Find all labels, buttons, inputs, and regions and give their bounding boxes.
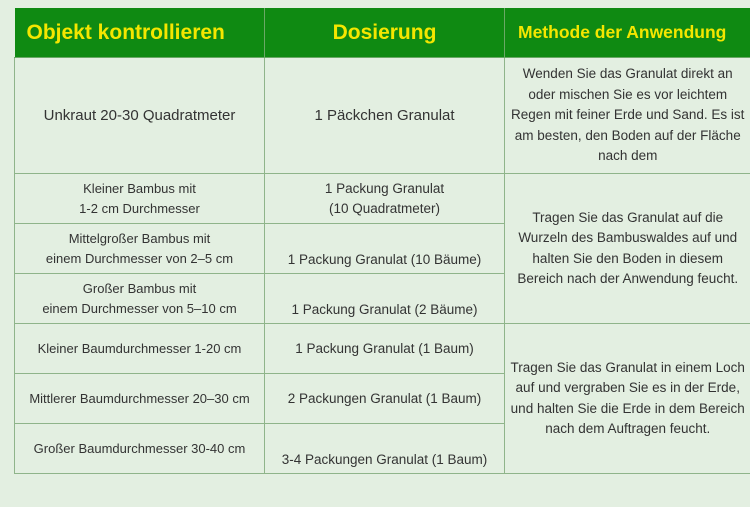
method-cell: Tragen Sie das Granulat in einem Loch auf und vergraben Sie es in der Erde, und halten Sie die Erde in dem Bereich nach dem Auftragen feucht. bbox=[505, 324, 750, 474]
table-row bbox=[15, 58, 750, 174]
object-cell bbox=[15, 174, 265, 224]
object-cell bbox=[15, 274, 265, 324]
object-line: Großer Bambus mit bbox=[82, 280, 197, 296]
dosage-cell: 3-4 Packungen Granulat (1 Baum) bbox=[265, 424, 505, 474]
header-dosage: Dosierung bbox=[265, 8, 505, 58]
dosage-cell bbox=[265, 174, 505, 224]
object-cell bbox=[15, 224, 265, 274]
table-row bbox=[15, 174, 750, 224]
dosage-cell: 2 Packungen Granulat (1 Baum) bbox=[265, 374, 505, 424]
dosage-cell: 1 Packung Granulat (1 Baum) bbox=[265, 324, 505, 374]
dosage-cell: 1 Packung Granulat (2 Bäume) bbox=[265, 274, 505, 324]
method-cell: Wenden Sie das Granulat direkt an oder mischen Sie es vor leichtem Regen mit feiner Erde und Sand. Es ist am besten, den Boden auf der Fläche nach dem bbox=[505, 58, 750, 174]
object-line: Mittelgroßer Bambus mit bbox=[68, 230, 211, 246]
object-cell: Unkraut 20-30 Quadratmeter bbox=[15, 58, 265, 174]
dosage-line: (10 Quadratmeter) bbox=[328, 200, 441, 216]
header-method: Methode der Anwendung bbox=[505, 8, 750, 58]
dosage-cell: 1 Päckchen Granulat bbox=[265, 58, 505, 174]
header-row bbox=[15, 8, 750, 58]
dosage-line: 1 Packung Granulat bbox=[324, 180, 445, 196]
object-line: einem Durchmesser von 5–10 cm bbox=[42, 300, 237, 316]
object-cell: Kleiner Baumdurchmesser 1-20 cm bbox=[15, 324, 265, 374]
method-cell: Tragen Sie das Granulat auf die Wurzeln des Bambuswaldes auf und halten Sie den Boden in diesem Bereich nach der Anwendung feucht. bbox=[505, 174, 750, 324]
object-cell: Großer Baumdurchmesser 30-40 cm bbox=[15, 424, 265, 474]
dosing-table bbox=[14, 8, 750, 474]
dosage-cell: 1 Packung Granulat (10 Bäume) bbox=[265, 224, 505, 274]
object-cell: Mittlerer Baumdurchmesser 20–30 cm bbox=[15, 374, 265, 424]
header-object: Objekt kontrollieren bbox=[15, 8, 265, 58]
object-line: Kleiner Bambus mit bbox=[83, 180, 196, 196]
object-line: einem Durchmesser von 2–5 cm bbox=[45, 250, 234, 266]
object-line: 1-2 cm Durchmesser bbox=[79, 200, 200, 216]
table-row bbox=[15, 324, 750, 374]
